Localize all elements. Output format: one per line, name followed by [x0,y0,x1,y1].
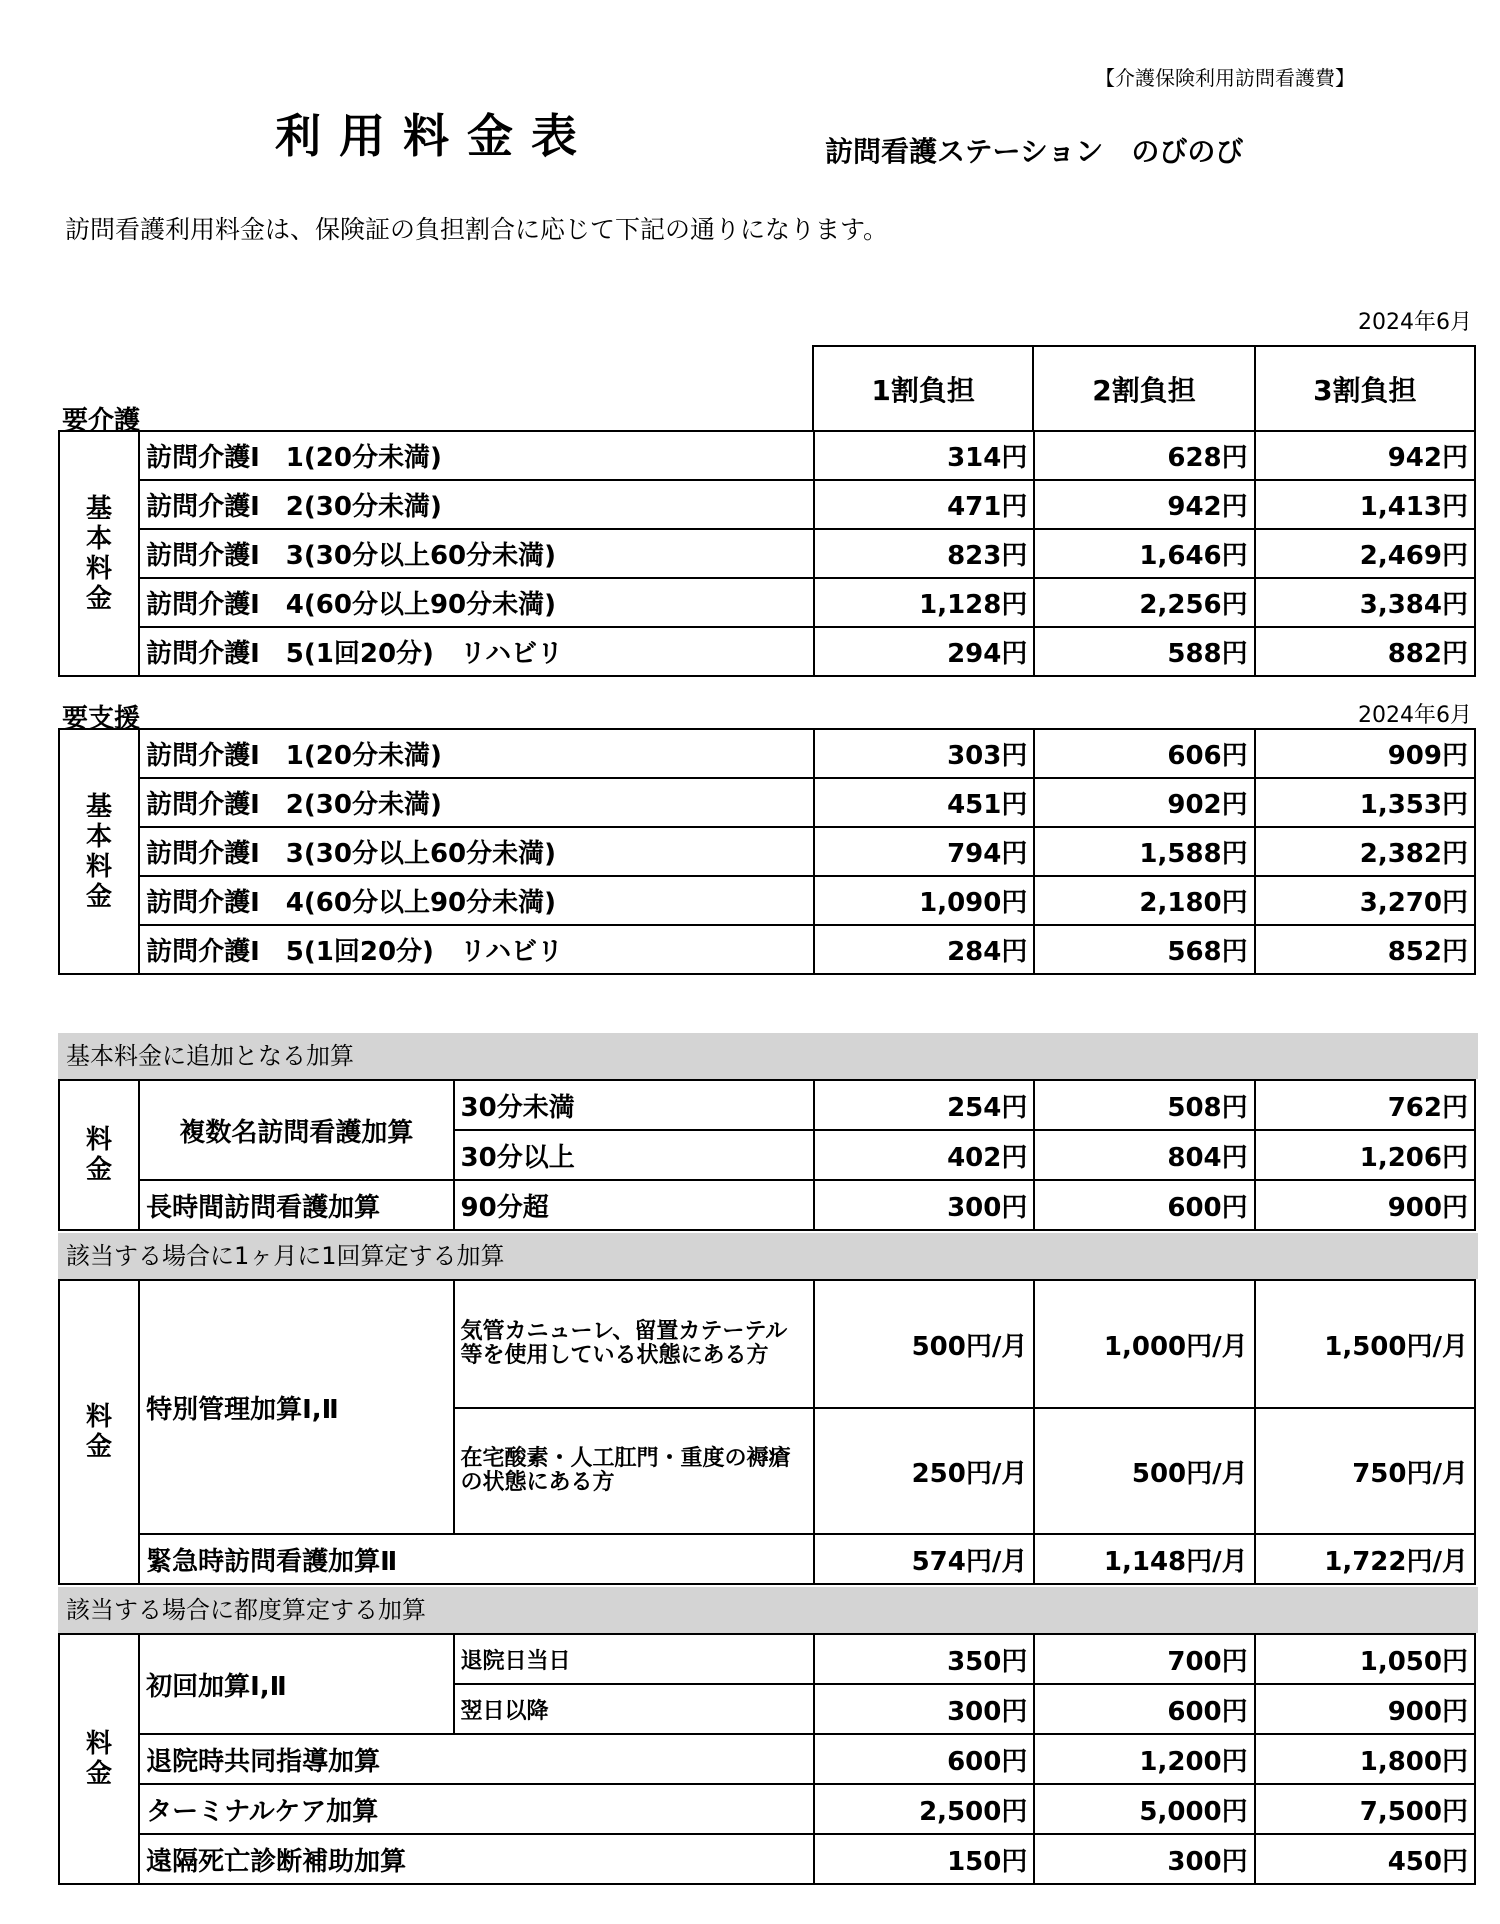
table-row [59,1784,1475,1834]
row-name: 訪問介護Ⅰ 4(60分以上90分未満) [139,876,814,925]
care-table [58,430,1476,677]
value-1: 2,500円 [814,1784,1034,1834]
value-1: 284円 [814,925,1034,974]
row-name: 訪問介護Ⅰ 3(30分以上60分未満) [139,529,814,578]
table-row [59,1734,1475,1784]
value-1: 254円 [814,1080,1034,1130]
value-1: 250円/月 [814,1408,1034,1534]
table-row [59,729,1475,778]
row-name: 初回加算Ⅰ,Ⅱ [139,1634,453,1734]
value-2: 700円 [1034,1634,1254,1684]
document-tag: 【介護保険利用訪問看護費】 [1095,66,1355,90]
category-cell: 料金 [59,1280,139,1584]
care-label: 要介護 [62,406,141,436]
value-3: 3,384円 [1255,578,1475,627]
row-name: 訪問介護Ⅰ 5(1回20分) リハビリ [139,627,814,676]
support-table [58,728,1476,975]
add2-heading: 該当する場合に1ヶ月に1回算定する加算 [58,1233,1478,1279]
value-2: 2,256円 [1034,578,1254,627]
column-3-header: 3割負担 [1255,346,1475,431]
support-date: 2024年6月 [1358,703,1472,728]
table-row [59,1180,1475,1230]
value-3: 1,500円/月 [1255,1280,1475,1408]
table-row [59,827,1475,876]
value-3: 750円/月 [1255,1408,1475,1534]
value-1: 303円 [814,729,1034,778]
row-name: 訪問介護Ⅰ 2(30分未満) [139,480,814,529]
value-2: 606円 [1034,729,1254,778]
column-1-header: 1割負担 [813,346,1033,431]
row-name: 訪問介護Ⅰ 1(20分未満) [139,729,814,778]
value-2: 1,200円 [1034,1734,1254,1784]
value-1: 1,128円 [814,578,1034,627]
value-1: 300円 [814,1684,1034,1734]
value-3: 1,050円 [1255,1634,1475,1684]
table-row [59,431,1475,480]
value-3: 1,353円 [1255,778,1475,827]
sub-name: 30分以上 [454,1130,815,1180]
column-header [812,345,1476,432]
row-name: ターミナルケア加算 [139,1784,814,1834]
row-name: 訪問介護Ⅰ 4(60分以上90分未満) [139,578,814,627]
category-cell: 料金 [59,1080,139,1230]
column-2-header: 2割負担 [1033,346,1254,431]
sub-name: 在宅酸素・人工肛門・重度の褥瘡の状態にある方 [454,1408,815,1534]
table-row [59,529,1475,578]
row-name: 訪問介護Ⅰ 2(30分未満) [139,778,814,827]
category-cell: 料金 [59,1634,139,1884]
table-row [59,1080,1475,1130]
table-row [59,876,1475,925]
value-1: 314円 [814,431,1034,480]
sub-name: 退院日当日 [454,1634,815,1684]
intro-text: 訪問看護利用料金は、保険証の負担割合に応じて下記の通りになります。 [65,215,889,244]
value-2: 902円 [1034,778,1254,827]
value-1: 350円 [814,1634,1034,1684]
page-title: 利用料金表 [275,109,595,163]
value-2: 628円 [1034,431,1254,480]
category-cell: 基本料金 [59,729,139,974]
value-3: 762円 [1255,1080,1475,1130]
row-name: 退院時共同指導加算 [139,1734,814,1784]
value-2: 804円 [1034,1130,1254,1180]
add1-table [58,1079,1476,1231]
sub-name: 30分未満 [454,1080,815,1130]
value-2: 5,000円 [1034,1784,1254,1834]
value-2: 1,646円 [1034,529,1254,578]
value-3: 2,469円 [1255,529,1475,578]
value-2: 1,000円/月 [1034,1280,1254,1408]
value-1: 500円/月 [814,1280,1034,1408]
add2-table [58,1279,1476,1585]
value-3: 900円 [1255,1684,1475,1734]
table-row [59,1280,1475,1408]
category-cell: 基本料金 [59,431,139,676]
row-name: 訪問介護Ⅰ 5(1回20分) リハビリ [139,925,814,974]
row-name: 訪問介護Ⅰ 3(30分以上60分未満) [139,827,814,876]
value-3: 450円 [1255,1834,1475,1884]
value-1: 1,090円 [814,876,1034,925]
value-3: 2,382円 [1255,827,1475,876]
value-3: 852円 [1255,925,1475,974]
value-1: 574円/月 [814,1534,1034,1584]
value-2: 1,588円 [1034,827,1254,876]
row-name: 複数名訪問看護加算 [139,1080,453,1180]
date-label: 2024年6月 [1358,310,1472,335]
table-row [59,1834,1475,1884]
value-1: 402円 [814,1130,1034,1180]
row-name: 遠隔死亡診断補助加算 [139,1834,814,1884]
value-3: 1,800円 [1255,1734,1475,1784]
value-1: 300円 [814,1180,1034,1230]
value-3: 1,722円/月 [1255,1534,1475,1584]
add1-heading: 基本料金に追加となる加算 [58,1033,1478,1079]
value-3: 900円 [1255,1180,1475,1230]
value-2: 942円 [1034,480,1254,529]
value-1: 451円 [814,778,1034,827]
value-2: 588円 [1034,627,1254,676]
sub-name: 気管カニューレ、留置カテーテル等を使用している状態にある方 [454,1280,815,1408]
sub-name: 翌日以降 [454,1684,815,1734]
value-2: 568円 [1034,925,1254,974]
add3-table [58,1633,1476,1885]
value-1: 823円 [814,529,1034,578]
value-2: 2,180円 [1034,876,1254,925]
row-name: 特別管理加算Ⅰ,Ⅱ [139,1280,453,1534]
value-1: 294円 [814,627,1034,676]
row-name: 訪問介護Ⅰ 1(20分未満) [139,431,814,480]
value-2: 500円/月 [1034,1408,1254,1534]
table-row [59,1634,1475,1684]
add3-heading: 該当する場合に都度算定する加算 [58,1587,1478,1633]
value-3: 3,270円 [1255,876,1475,925]
value-2: 600円 [1034,1180,1254,1230]
table-row [59,578,1475,627]
sub-name: 90分超 [454,1180,815,1230]
value-1: 150円 [814,1834,1034,1884]
table-row [59,778,1475,827]
value-3: 942円 [1255,431,1475,480]
support-label: 要支援 [62,704,141,734]
table-row [59,627,1475,676]
table-row [59,480,1475,529]
station-name: 訪問看護ステーション のびのび [825,135,1244,168]
table-row [59,925,1475,974]
value-2: 300円 [1034,1834,1254,1884]
value-3: 882円 [1255,627,1475,676]
row-name: 緊急時訪問看護加算Ⅱ [139,1534,814,1584]
value-1: 471円 [814,480,1034,529]
value-3: 1,413円 [1255,480,1475,529]
value-2: 1,148円/月 [1034,1534,1254,1584]
table-row [59,1534,1475,1584]
value-3: 1,206円 [1255,1130,1475,1180]
value-2: 600円 [1034,1684,1254,1734]
value-1: 600円 [814,1734,1034,1784]
value-1: 794円 [814,827,1034,876]
value-3: 909円 [1255,729,1475,778]
value-2: 508円 [1034,1080,1254,1130]
value-3: 7,500円 [1255,1784,1475,1834]
row-name: 長時間訪問看護加算 [139,1180,453,1230]
